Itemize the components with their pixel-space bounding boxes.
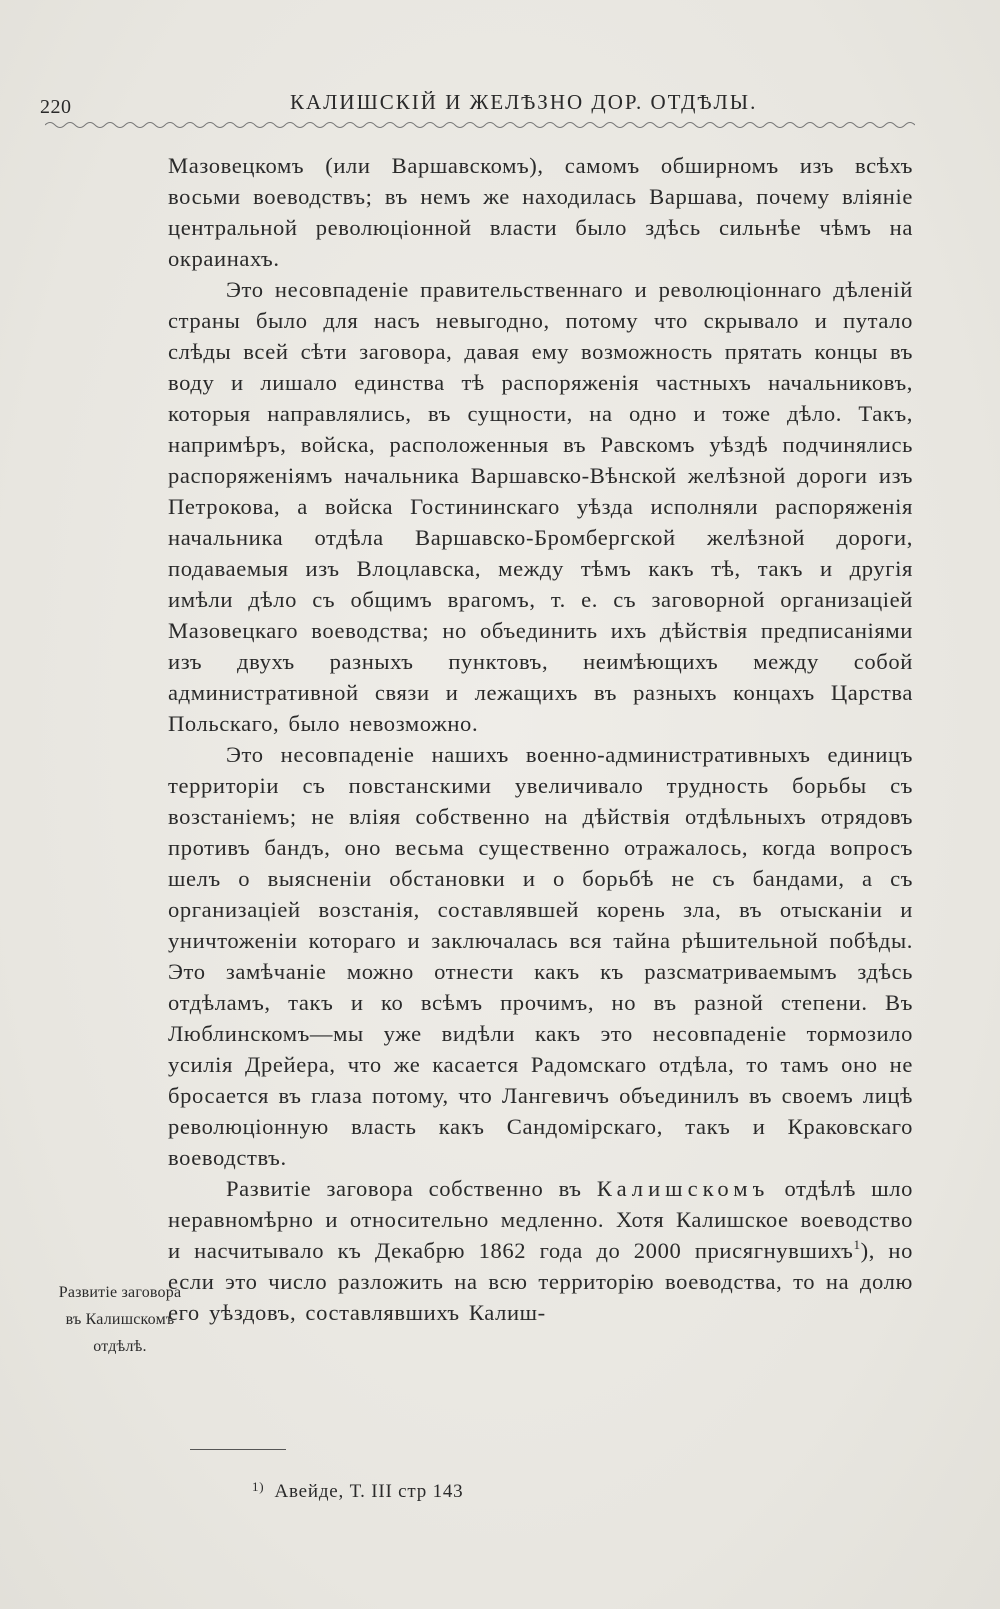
paragraph-4-middle: отдѣлѣ шло неравномѣрно и относительно медленно. Хотя Калишское воеводство и насчитывало къ Декабрю 1862 года до 2000 присягнувшихъ (168, 1176, 913, 1263)
paragraph-2: Это несовпаденіе правительственнаго и революціоннаго дѣленій страны было для насъ невыгодно, потому что скрывало и путало слѣды всей сѣти заговора, давая ему возможность прятать концы въ воду и лишало единства тѣ распоряженія частныхъ начальниковъ, которыя направлялись, въ сущности, на одно и тоже дѣло. Такъ, напримѣръ, войска, расположенныя въ Равскомъ уѣздѣ подчинялись распоряженіямъ начальника Варшавско-Вѣнской желѣзной дороги изъ Петрокова, а войска Гостининскаго уѣзда исполняли распоряженія начальника отдѣла Варшавско-Бромбергской желѣзной дороги, подаваемыя изъ Влоцлавска, между тѣмъ какъ тѣ, такъ и другія имѣли дѣло съ общимъ врагомъ, т. е. съ заговорной организаціей Мазовецкаго воеводства; но объединить ихъ дѣйствія предписаніями изъ двухъ разныхъ пунктовъ, неимѣющихъ между собой административной связи и лежащихъ въ разныхъ концахъ Царства Польскаго, было невозможно. (168, 277, 913, 736)
paragraph-4 (168, 1173, 913, 1328)
header-wavy-rule (45, 118, 915, 132)
running-title: КАЛИШСКІЙ И ЖЕЛѢЗНО ДОР. ОТДѢЛЫ. (290, 90, 758, 114)
main-text (168, 150, 913, 1328)
page-number: 220 (40, 96, 72, 118)
footnote (252, 1479, 463, 1503)
paragraph-1: Мазовецкомъ (или Варшавскомъ), самомъ обширномъ изъ всѣхъ восьми воеводствъ; въ немъ же находилась Варшава, почему вліяніе центральной революціонной власти было здѣсь сильнѣе чѣмъ на окраинахъ. (168, 153, 913, 271)
footnote-reference: 1 (853, 1237, 861, 1252)
footnote-text: Авейде, Т. III стр 143 (274, 1481, 464, 1502)
paragraph-4-end: ), но если это число разложить на всю территорію воеводства, то на долю его уѣздовъ, составлявшихъ Калиш- (168, 1238, 913, 1325)
footnote-mark: 1) (252, 1479, 265, 1494)
paragraph-4-spaced-term: Калишскомъ (596, 1176, 770, 1201)
footnote-rule (190, 1449, 286, 1450)
paragraph-4-start: Развитіе заговора собственно въ (226, 1176, 597, 1201)
paragraph-3: Это несовпаденіе нашихъ военно-административныхъ единицъ территоріи съ повстанскими увеличивало трудность борьбы съ возстаніемъ; не вліяя собственно на дѣйствія отдѣльныхъ отрядовъ противъ бандъ, оно весьма существенно отражалось, когда вопросъ шелъ о выясненіи обстановки и о борьбѣ не съ бандами, а съ организаціей возстанія, составлявшей корень зла, въ отысканіи и уничтоженіи котораго и заключалась вся тайна рѣшительной побѣды. Это замѣчаніе можно отнести какъ къ разсматриваемымъ здѣсь отдѣламъ, такъ и ко всѣмъ прочимъ, но въ разной степени. Въ Люблинскомъ—мы уже видѣли какъ это несовпаденіе тормозило усилія Дрейера, что же касается Радомскаго отдѣла, то тамъ оно не бросается въ глаза потому, что Лангевичъ объединилъ въ своемъ лицѣ революціонную власть какъ Сандомірскаго, такъ и Краковскаго воеводствъ. (168, 742, 913, 1170)
margin-note: Развитіе заговора въ Калишскомъ отдѣлѣ. (58, 1284, 182, 1355)
